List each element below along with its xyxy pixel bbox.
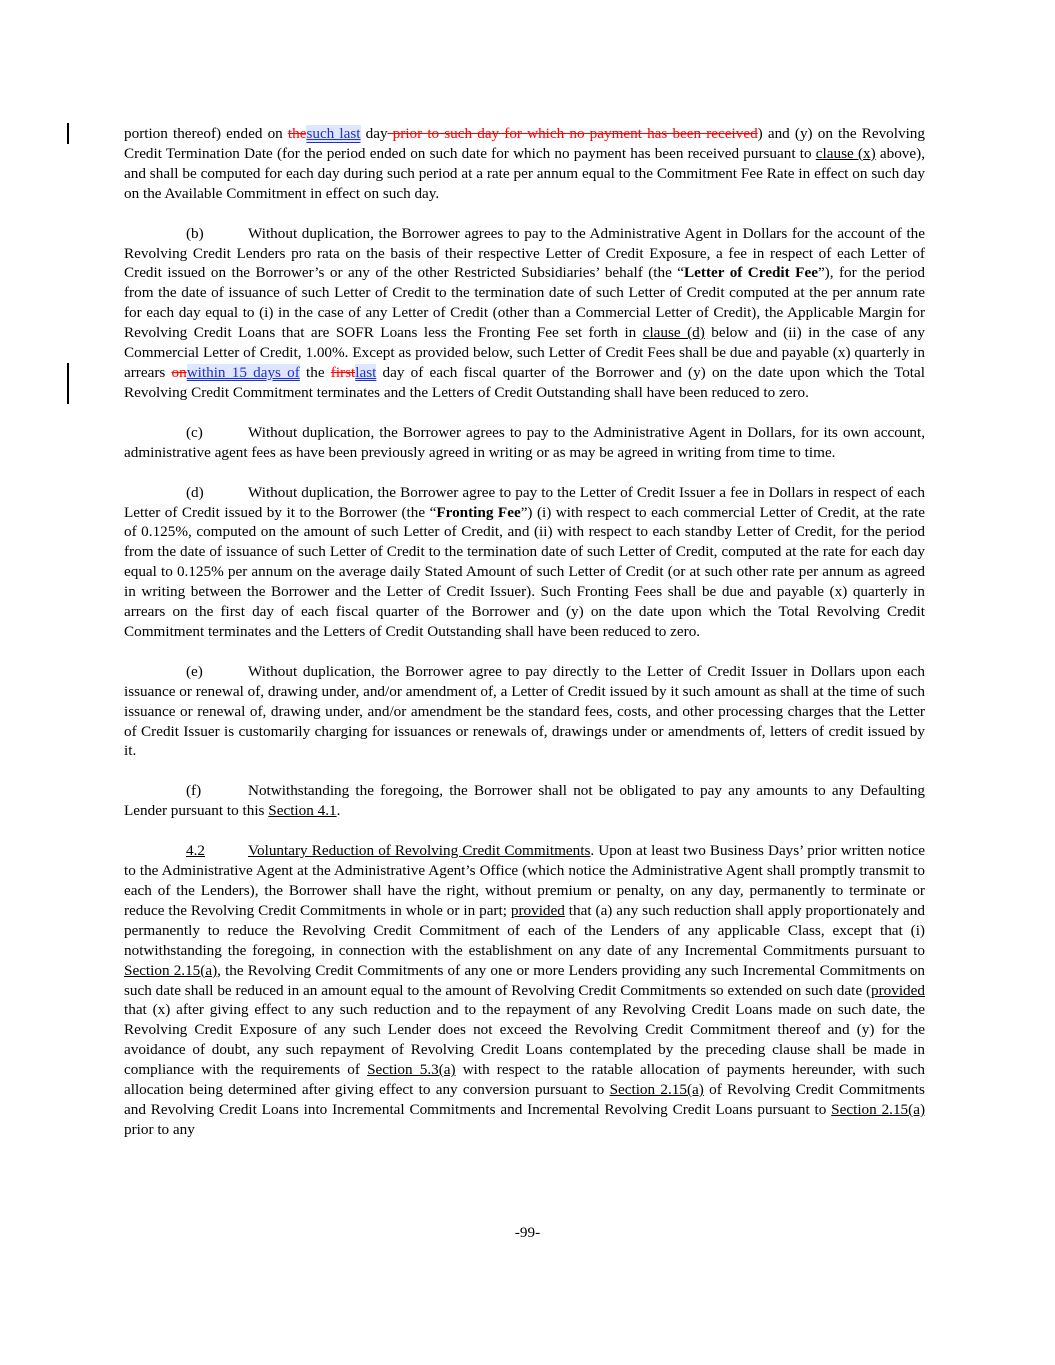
paragraph-d xyxy=(124,483,925,642)
text-run: day xyxy=(360,125,388,142)
paragraph-label: (d) xyxy=(186,483,204,501)
text-run: . Upon at least two Business Days’ prior written notice to the Administrative Agent at the Administrative Agent’s Office (which notice the Administrative Agent shall promptly transmit to each of the Lenders), the Borrower shall have the right, without premium or penalty, on any day, permanently to terminate or reduce the Revolving Credit Commitments in whole or in part; xyxy=(124,842,925,919)
text-run: Without duplication, the Borrower agrees to pay to the Administrative Agent in Dollars, for its own account, administrative agent fees as have been previously agreed in writing or as may be agreed in writing from time to time. xyxy=(124,423,925,461)
section-reference: Section 4.1 xyxy=(268,802,337,820)
text-run: Without duplication, the Borrower agree to pay to the Letter of Credit Issuer a fee in Dollars in respect of each Letter of Credit issued by it to the Borrower (the “ xyxy=(124,483,925,521)
section-4-2 xyxy=(124,841,925,1140)
clause-reference: clause (x) xyxy=(815,144,876,162)
clause-reference: clause (d) xyxy=(642,324,705,342)
proviso-term: provided xyxy=(510,901,565,919)
paragraph-b xyxy=(124,224,925,403)
section-reference: Section 2.15(a) xyxy=(609,1081,704,1099)
paragraph-a-continued xyxy=(124,124,925,204)
text-run: ) and (y) on the Revolving Credit Termination Date (for the period ended on such date for which no payment has been received pursuant to xyxy=(124,125,925,162)
text-run: above), and shall be computed for each day during such period at a rate per annum equal to the Commitment Fee Rate in effect on such day on the Available Commitment in effect on such day. xyxy=(124,144,925,202)
paragraph-label: (f) xyxy=(186,782,202,800)
page-number: -99- xyxy=(514,1224,541,1241)
inserted-text: such last xyxy=(306,125,361,142)
defined-term: Fronting Fee xyxy=(436,503,521,521)
page-body xyxy=(124,124,925,1160)
change-bar xyxy=(67,363,69,404)
paragraph-label: (b) xyxy=(186,224,204,242)
section-number: 4.2 xyxy=(186,842,205,860)
section-reference: Section 5.3(a) xyxy=(367,1061,456,1079)
text-run: Notwithstanding the foregoing, the Borrower shall not be obligated to pay any amounts to any Defaulting Lender pursuant to this xyxy=(124,782,925,820)
change-bar xyxy=(67,123,69,144)
text-run: below and (ii) in the case of any Commercial Letter of Credit, 1.00%. Except as provided below, such Letter of Credit Fees shall be due and payable (x) quarterly in arrears xyxy=(124,324,925,381)
text-run: the xyxy=(299,363,331,381)
paragraph-c xyxy=(124,423,925,463)
text-run: Without duplication, the Borrower agrees to pay to the Administrative Agent in Dollars for the account of the Revolving Credit Lenders pro rata on the basis of their respective Letter of Credit Exposure, a fee in respect of each Letter of Credit issued on the Borrower’s or any of the other Restricted Subsidiaries’ behalf (the “ xyxy=(124,224,925,282)
paragraph-e xyxy=(124,662,925,762)
paragraph-f xyxy=(124,781,925,821)
defined-term: Letter of Credit Fee xyxy=(684,264,818,282)
deleted-text: on xyxy=(171,363,187,381)
text-run: ”) (i) with respect to each commercial Letter of Credit, at the rate of 0.125%, computed on the amount of such Letter of Credit, and (ii) with respect to each standby Letter of Credit, for the period from the date of issuance of such Letter of Credit to the termination date of such Letter of Credit, computed at the rate for each day equal to 0.125% per annum on the average daily Stated Amount of such Letter of Credit (or at such other rate per annum as agreed in writing between the Borrower and the Letter of Credit Issuer). Such Fronting Fees shall be due and payable (x) quarterly in arrears on the first day of each fiscal quarter of the Borrower and (y) on the date upon which the Total Revolving Credit Commitment terminates and the Letters of Credit Outstanding shall have been reduced to zero. xyxy=(124,503,925,640)
text-run: ”), for the period from the date of issuance of such Letter of Credit to the termination date of such Letter of Credit computed at the per annum rate for each day equal to (i) in the case of any Letter of Credit (other than a Commercial Letter of Credit), the Applicable Margin for Revolving Credit Loans that are SOFR Loans less the Fronting Fee set forth in xyxy=(124,264,925,342)
text-run: Without duplication, the Borrower agree to pay directly to the Letter of Credit Issuer in Dollars upon each issuance or renewal of, drawing under, and/or amendment of, a Letter of Credit issued by it such amount as shall at the time of such issuance or renewal of, drawing under, and/or amendment be the standard fees, costs, and other processing charges that the Letter of Credit Issuer is customarily charging for issuances or renewals of, drawings under or amendments of, letters of credit issued by it. xyxy=(124,662,925,760)
section-reference: Section 2.15(a) xyxy=(831,1100,925,1118)
text-run: day of each fiscal quarter of the Borrower and (y) on the date upon which the Total Revolving Credit Commitment terminates and the Letters of Credit Outstanding shall have been reduced to zero. xyxy=(124,363,925,401)
deleted-text: prior to such day for which no payment has been received xyxy=(387,125,758,142)
paragraph-label: (e) xyxy=(186,662,203,680)
paragraph-label: (c) xyxy=(186,423,203,441)
deleted-text: first xyxy=(330,363,356,381)
section-heading: Voluntary Reduction of Revolving Credit Commitments xyxy=(248,842,591,860)
text-run: portion thereof) ended on xyxy=(124,125,288,142)
text-run: . xyxy=(336,802,341,820)
text-run: with respect to the ratable allocation of payments hereunder, with such allocation being determined after giving effect to any conversion pursuant to xyxy=(124,1061,925,1099)
text-run: that (x) after giving effect to any such reduction and to the repayment of any Revolving Credit Loans made on such date, the Revolving Credit Exposure of any such Lender does not exceed the Revolving Credit Commitment thereof and (y) for the avoidance of doubt, any such repayment of Revolving Credit Loans contemplated by the preceding clause shall be made in compliance with the requirements of xyxy=(124,1001,925,1079)
inserted-text: within 15 days of xyxy=(186,363,300,381)
text-run: that (a) any such reduction shall apply proportionately and permanently to reduce the Revolving Credit Commitment of each of the Lenders of any applicable Class, except that (i) notwithstanding the foregoing, in connection with the establishment on any date of any Incremental Commitments pursuant to xyxy=(124,901,925,959)
deleted-text: the xyxy=(287,125,307,142)
text-run: , the Revolving Credit Commitments of any one or more Lenders providing any such Incremental Commitments on such date shall be reduced in an amount equal to the amount of Revolving Credit Commitments so extended on such date ( xyxy=(124,961,925,999)
inserted-text: last xyxy=(355,363,377,381)
text-run: prior to any xyxy=(124,1120,195,1138)
proviso-term: provided xyxy=(871,981,925,999)
section-reference: Section 2.15(a) xyxy=(124,961,218,979)
text-run: of Revolving Credit Commitments and Revolving Credit Loans into Incremental Commitments and Incremental Revolving Credit Loans pursuant to xyxy=(124,1081,925,1118)
